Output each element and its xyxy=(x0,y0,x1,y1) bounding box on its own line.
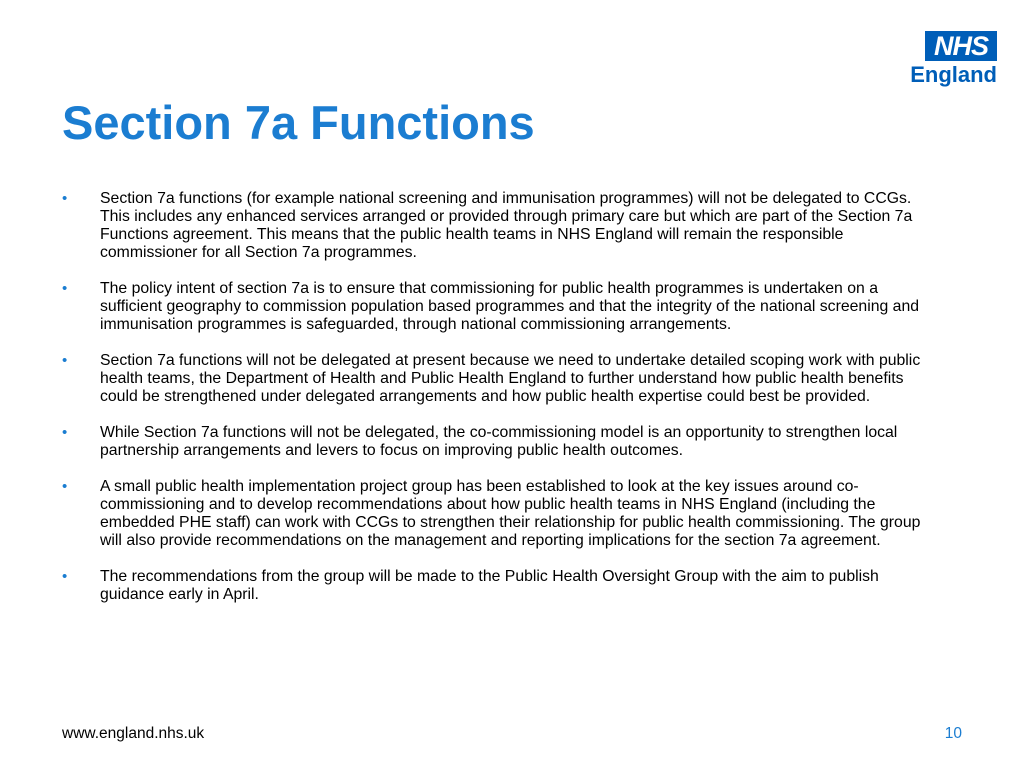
bullet-list xyxy=(62,190,922,622)
bullet-marker: • xyxy=(62,424,68,441)
bullet-marker: • xyxy=(62,352,68,369)
bullet-text: A small public health implementation project group has been established to look at the key issues around co-commissioning and to develop recommendations about how public health teams in NHS England (including the embedded PHE staff) can work with CCGs to strengthen their relationship for public health commissioning. The group will also provide recommendations on the management and reporting implications for the section 7a agreement. xyxy=(100,478,921,549)
bullet-item-5 xyxy=(62,478,922,550)
nhs-england-logo xyxy=(903,31,997,89)
page-number: 10 xyxy=(944,725,962,742)
footer-url: www.england.nhs.uk xyxy=(62,725,205,742)
bullet-marker: • xyxy=(62,478,68,495)
bullet-marker: • xyxy=(62,568,68,585)
bullet-item-6 xyxy=(62,568,922,604)
bullet-item-4 xyxy=(62,424,922,460)
bullet-text: The policy intent of section 7a is to ensure that commissioning for public health programmes is undertaken on a sufficient geography to commission population based programmes and that the integrity of the national screening and immunisation programmes is safeguarded, through national commissioning arrangements. xyxy=(100,280,920,333)
bullet-item-2 xyxy=(62,280,922,334)
logo-nhs-mark: NHS xyxy=(925,31,997,61)
slide-title: Section 7a Functions xyxy=(62,96,535,149)
bullet-marker: • xyxy=(62,190,68,207)
bullet-text: Section 7a functions (for example national screening and immunisation programmes) will not be delegated to CCGs. This includes any enhanced services arranged or provided through primary care but which are part of the Section 7a Functions agreement. This means that the public health teams in NHS England will remain the responsible commissioner for all Section 7a programmes. xyxy=(100,190,913,261)
bullet-marker: • xyxy=(62,280,68,297)
bullet-item-1 xyxy=(62,190,922,262)
bullet-text: Section 7a functions will not be delegated at present because we need to undertake detailed scoping work with public health teams, the Department of Health and Public Health England to further understand how public health benefits could be strengthened under delegated arrangements and how public health expertise could best be provided. xyxy=(100,352,921,405)
bullet-text: While Section 7a functions will not be delegated, the co-commissioning model is an opportunity to strengthen local partnership arrangements and levers to focus on improving public health outcomes. xyxy=(100,424,898,459)
bullet-item-3 xyxy=(62,352,922,406)
bullet-text: The recommendations from the group will be made to the Public Health Oversight Group with the aim to publish guidance early in April. xyxy=(100,568,879,603)
logo-england-text: England xyxy=(910,62,997,87)
